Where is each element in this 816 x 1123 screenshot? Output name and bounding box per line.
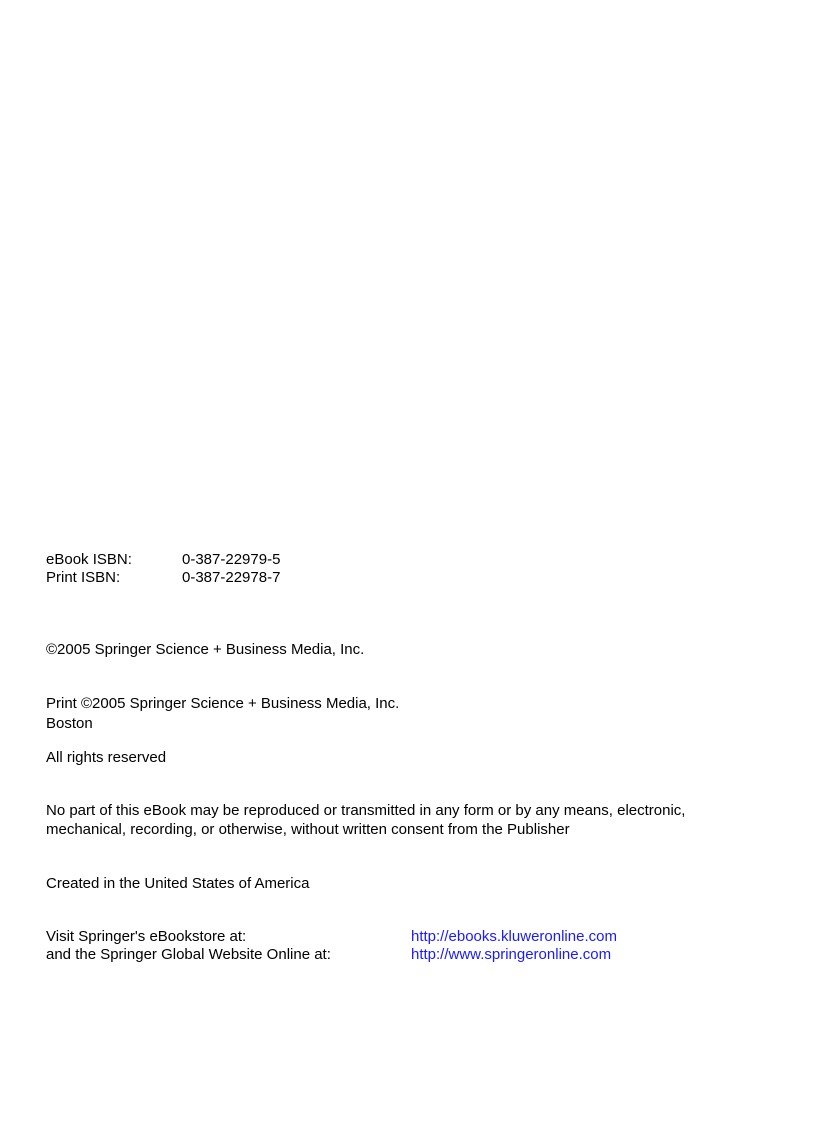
ebookstore-link[interactable]: http://ebooks.kluweronline.com — [411, 928, 617, 945]
ebook-isbn-value: 0-387-22979-5 — [182, 551, 281, 568]
website-label: and the Springer Global Website Online at: — [46, 946, 331, 963]
ebookstore-label: Visit Springer's eBookstore at: — [46, 928, 247, 945]
website-row — [46, 946, 612, 964]
print-isbn-label: Print ISBN: — [46, 569, 121, 586]
created-line: Created in the United States of America — [46, 875, 310, 892]
print-isbn-value: 0-387-22978-7 — [182, 569, 281, 586]
ebook-isbn-row — [46, 551, 281, 569]
place-line: Boston — [46, 715, 93, 732]
ebook-isbn-label: eBook ISBN: — [46, 551, 132, 568]
notice-line-1: No part of this eBook may be reproduced or transmitted in any form or by any means, electronic, — [46, 802, 686, 819]
notice-line-2: mechanical, recording, or otherwise, without written consent from the Publisher — [46, 821, 570, 838]
print-copyright-line: Print ©2005 Springer Science + Business Media, Inc. — [46, 695, 400, 712]
rights-line: All rights reserved — [46, 749, 167, 766]
website-link[interactable]: http://www.springeronline.com — [411, 946, 612, 963]
print-isbn-row — [46, 569, 281, 587]
ebookstore-row — [46, 928, 617, 946]
copyright-line: ©2005 Springer Science + Business Media, Inc. — [46, 641, 365, 658]
